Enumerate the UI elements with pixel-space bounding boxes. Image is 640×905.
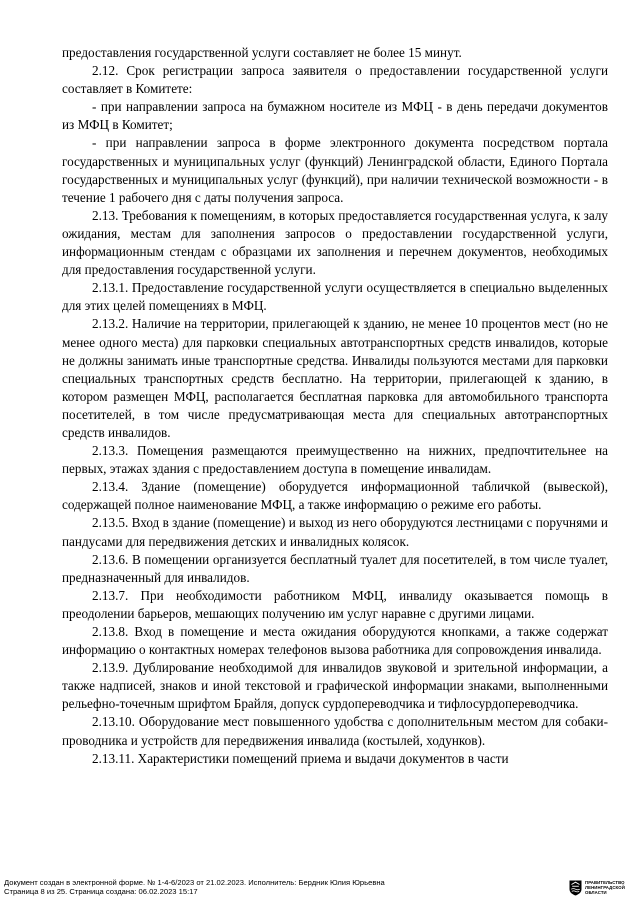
leningrad-region-emblem-icon [569, 880, 582, 896]
document-body [62, 44, 608, 768]
footer-page-info: Страница 8 из 25. Страница создана: 06.02.2023 15:17 [4, 887, 198, 896]
paragraph-2: - при направлении запроса на бумажном носителе из МФЦ - в день передачи документов из МФЦ в Комитет; [62, 99, 608, 133]
paragraph-14: 2.13.10. Оборудование мест повышенного удобства с дополнительным местом для собаки-проводника и устройств для передвижения инвалида (костылей, ходунков). [62, 714, 608, 748]
paragraph-15: 2.13.11. Характеристики помещений приема и выдачи документов в части [92, 750, 509, 766]
paragraph-9: 2.13.5. Вход в здание (помещение) и выход из него оборудуются лестницами с поручнями и пандусами для передвижения детских и инвалидных колясок. [62, 515, 608, 549]
paragraph-10: 2.13.6. В помещении организуется бесплатный туалет для посетителей, в том числе туалет, предназначенный для инвалидов. [62, 551, 608, 585]
logo-text [585, 880, 625, 895]
paragraph-11: 2.13.7. При необходимости работником МФЦ, инвалиду оказывается помощь в преодолении барьеров, мешающих получению им услуг наравне с другими лицами. [62, 587, 608, 621]
paragraph-12: 2.13.8. Вход в помещение и места ожидания оборудуются кнопками, а также содержат информацию о контактных номерах телефонов вызова работника для сопровождения инвалида. [62, 624, 608, 658]
logo-text-line-2: ЛЕНИНГРАДСКОЙ [585, 885, 625, 890]
paragraph-7: 2.13.3. Помещения размещаются преимущественно на нижних, предпочтительнее на первых, этажах здания с предоставлением доступа в помещение инвалидам. [62, 443, 608, 477]
logo-text-line-3: ОБЛАСТИ [585, 890, 607, 895]
footer-document-info: Документ создан в электронной форме. № 1-4-6/2023 от 21.02.2023. Исполнитель: Бердник Юлия Юрьевна [4, 878, 385, 887]
paragraph-3: - при направлении запроса в форме электронного документа посредством портала государственных и муниципальных услуг (функций) Ленинградской области, Единого Портала государственных и муниципальных услуг (функций), при наличии технической возможности - в течение 1 рабочего дня с даты получения запроса. [62, 135, 608, 205]
logo-text-line-1: ПРАВИТЕЛЬСТВО [585, 880, 625, 885]
government-logo [569, 878, 637, 900]
paragraph-6: 2.13.2. Наличие на территории, прилегающей к зданию, не менее 10 процентов мест (но не менее одного места) для парковки специальных автотранспортных средств инвалидов, которые не должны занимать иные транспортные средства. Инвалиды пользуются местами для парковки специальных транспортных средств бесплатно. На территории, прилегающей к зданию, в котором размещен МФЦ, располагается бесплатная парковка для автомобильного транспорта посетителей, в том числе предусматривающая места для специальных автотранспортных средств инвалидов. [62, 316, 608, 440]
paragraph-1: 2.12. Срок регистрации запроса заявителя о предоставлении государственной услуги составляет в Комитете: [62, 63, 608, 97]
paragraph-8: 2.13.4. Здание (помещение) оборудуется информационной табличкой (вывеской), содержащей полное наименование МФЦ, а также информацию о режиме его работы. [62, 479, 608, 513]
paragraph-13: 2.13.9. Дублирование необходимой для инвалидов звуковой и зрительной информации, а также надписей, знаков и иной текстовой и графической информации знаками, выполненными рельефно-точечным шрифтом Брайля, допуск сурдопереводчика и тифлосурдопереводчика. [62, 660, 608, 712]
paragraph-5: 2.13.1. Предоставление государственной услуги осуществляется в специально выделенных для этих целей помещениях в МФЦ. [62, 280, 608, 314]
document-footer [4, 878, 385, 896]
paragraph-4: 2.13. Требования к помещениям, в которых предоставляется государственная услуга, к залу ожидания, местам для заполнения запросов о предоставлении государственной услуги, информационным стендам с образцами их заполнения и перечнем документов, необходимых для предоставления государственной услуги. [62, 207, 608, 278]
paragraph-0: предоставления государственной услуги составляет не более 15 минут. [62, 45, 462, 60]
